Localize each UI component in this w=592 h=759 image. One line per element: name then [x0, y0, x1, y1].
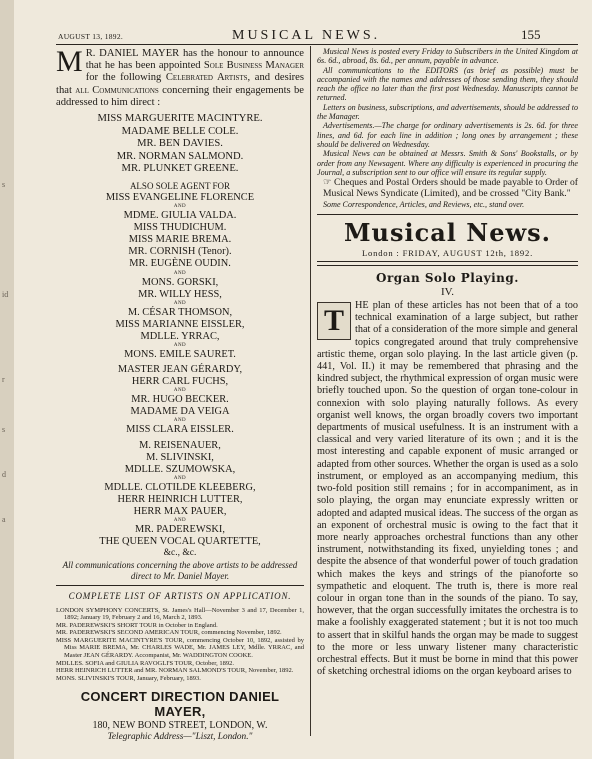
header-title: MUSICAL NEWS.: [232, 28, 381, 43]
article-body: [317, 300, 578, 678]
and-separator: AND: [173, 270, 187, 276]
column-divider: [310, 46, 311, 736]
cheques-notice: ☞ Cheques and Postal Orders should be made payable to Order of Musical News Syndicate (Limited), and be crossed "City Bank.": [323, 177, 578, 199]
artist-name: MR. NORMAN SALMOND.: [116, 150, 244, 162]
artist-list: [56, 113, 304, 559]
artist-name: MDME. GIULIA VALDA.: [123, 210, 237, 222]
article-number: IV.: [441, 286, 454, 299]
artist-name: MR. HUGO BECKER.: [131, 394, 229, 406]
tour-notice: MONS. SLIVINSKI'S TOUR, January, February, 1893.: [56, 674, 201, 682]
artist-name: THE QUEEN VOCAL QUARTETTE,: [99, 536, 261, 548]
artist-name: MISS MARGUERITE MACINTYRE.: [97, 113, 263, 125]
subscription-notice: Musical News is posted every Friday to Subscribers in the United Kingdom at 6s. 6d., abroad, 8s. 6d., per annum, payable in advance.: [317, 47, 578, 66]
advertisements-notice: Advertisements.—The charge for ordinary advertisements is 2s. 6d. for three lines, and 6d. for each line in addition ; long ones by arrangement ; these should be delivered on Wednesday.: [317, 121, 578, 149]
double-rule: [317, 261, 578, 266]
artist-name: MADAME DA VEIGA: [130, 406, 230, 418]
binding-mark: a: [2, 515, 6, 524]
and-separator: AND: [173, 300, 187, 306]
tour-notice: HERR HEINRICH LUTTER and MR. NORMAN SALMOND'S TOUR, November, 1892.: [56, 667, 294, 675]
artist-name: MR. CORNISH (Tenor).: [128, 246, 232, 258]
editorial-column: [317, 47, 578, 678]
binding-mark: s: [2, 180, 6, 189]
artist-name: MDLLE. YRRAC,: [140, 330, 220, 342]
artist-name: MR. EUGÈNE OUDIN.: [129, 258, 231, 270]
article-text: HE plan of these articles has not been that of a too technical examination of a large subject, but rather that of a consideration of the more simple and general topics congregated around that truly comprehensive artistic theme, organ solo playing. In the last article given (p. 441, Vol. II.) it may be remembered that phrasing and the kindred subject, the rhythmical expression of organ music were briefly touched upon. So the question of organ tone-colour in connexion with solo playing naturally follows. As every organist well knows, the organ broadly covers two important departments of musical usefulness. It is an instrument with a classical and very varied literature of its own ; and it is the most interesting and capable exponent of music arranged or adapted from other sources. Whether the organ is used as a solo instrument, or employed as an accompanying medium, this two-fold position still remains ; for in accompaniment, as in solo playing, the organ may enunciate expressly written or adopted and adapted musical ideas. The success of the organ as an exponent of orchestral music is owing to the fact that it more nearly approaches orchestral functions than any other instrument, notwithstanding its fixed, unyielding tones ; and despite the absence of that wonderful power of touch gradation which makes the keys and strings of the pianoforte so sympathetic and eloquent. The truth is, there is more real colour in organ tone than in the sounds of the piano. To say, however, that the organ successfully imitates the orchestra is to make a foolishly exaggerated statement ; but it is not too much to assert that in skilful hands the organ may be made to suggest to the more or less unwary listener many characteristic orchestral effects. But it must be borne in mind that this power of sketching orchestral idioms on the organ keyboard arises to: [317, 300, 578, 678]
drop-cap-m: M: [56, 45, 83, 78]
page-number: 155: [521, 27, 541, 42]
daniel-mayer-advertisement: [56, 45, 305, 743]
page-binding-edge: [0, 0, 14, 759]
artist-name: MISS EVANGELINE FLORENCE: [105, 191, 255, 203]
artist-name: MADAME BELLE COLE.: [121, 125, 239, 137]
section-rule: [317, 214, 578, 215]
artist-name: M. SLIVINSKI,: [146, 451, 214, 463]
artist-name: MR. PADEREWSKI,: [135, 524, 225, 536]
and-separator: AND: [173, 343, 187, 349]
artist-name: MR. BEN DAVIES.: [137, 138, 223, 150]
binding-mark: r: [2, 375, 5, 384]
header-date: AUGUST 13, 1892.: [58, 32, 124, 41]
artist-name: MISS CLARA EISSLER.: [126, 424, 234, 436]
artist-name: HERR HEINRICH LUTTER,: [117, 493, 243, 505]
artist-name: MISS MARIANNE EISSLER,: [115, 318, 245, 330]
artist-name: MONS. EMILE SAURET.: [124, 349, 236, 361]
artist-name: MASTER JEAN GÉRARDY,: [117, 364, 243, 376]
binding-mark: id: [2, 290, 9, 299]
agent-heading: ALSO SOLE AGENT FOR: [129, 180, 231, 191]
and-separator: AND: [173, 475, 187, 481]
binding-mark: s: [2, 425, 6, 434]
drop-cap-t: T: [317, 302, 351, 340]
availability-notice: Musical News can be obtained at Messrs. Smith & Sons' Bookstalls, or by order from any Newsagent. Where any difficulty is experienced in procuring the Journal, a subscription sent to our office will ensure its regular supply.: [317, 149, 578, 177]
artist-name: MISS MARIE BREMA.: [128, 234, 232, 246]
artist-name: MONS. GORSKI,: [141, 276, 219, 288]
telegraphic-address: Telegraphic Address—"Liszt, London.": [107, 732, 253, 743]
artist-name: MR. PLUNKET GREENE.: [121, 163, 239, 175]
correspondence-note: Some Correspondence, Articles, and Reviews, etc., stand over.: [323, 199, 525, 209]
artist-name: MR. WILLY HESS,: [138, 288, 222, 300]
all-communications-note: All communications concerning the above artists to be addressed direct to Mr. Daniel Mayer.: [62, 560, 298, 581]
artist-name: M. CÉSAR THOMSON,: [127, 306, 233, 318]
article-title: Organ Solo Playing.: [376, 271, 519, 286]
advert-intro: M R. DANIEL MAYER has the honour to announce that he has been appointed Sole Business Manager for the following Celebrated Artists, and desires that all Communications concerning their engagements be addressed to him direct :: [56, 45, 305, 108]
artist-name: MDLLE. SZUMOWSKA,: [124, 463, 236, 475]
artist-name: MISS THUDICHUM.: [133, 222, 227, 234]
concert-direction-heading: CONCERT DIRECTION DANIEL MAYER,: [80, 689, 280, 720]
tour-notice: LONDON SYMPHONY CONCERTS, St. James's Hall—November 3 and 17, December 1, 1892; January 19, February 2 and 16, March 2, 1893.: [56, 606, 304, 622]
and-separator: AND: [173, 418, 187, 424]
masthead-dateline: London : FRIDAY, AUGUST 12th, 1892.: [361, 248, 534, 259]
section-rule: [56, 585, 304, 586]
and-separator: AND: [173, 518, 187, 524]
tour-notice: MR. PADEREWSKI'S SECOND AMERICAN TOUR, commencing November, 1892.: [56, 629, 282, 637]
header-rule: [56, 44, 578, 45]
artist-name: HERR MAX PAUER,: [133, 506, 227, 518]
tour-notice: MISS MARGUERITE MACINTYRE'S TOUR, commencing October 10, 1892, assisted by Miss MARIE BREMA, Mr. CHARLES WADE, Mr. JAMES LEY, Mdlle. YRRAC, and Master JEAN GÉRARDY. Accompanist, Mr. WADDINGTON COOKE.: [56, 636, 304, 660]
and-separator: AND: [173, 388, 187, 394]
artist-name: MDLLE. CLOTILDE KLEEBERG,: [104, 481, 256, 493]
tour-notice: MR. PADEREWSKI'S SHORT TOUR in October in England.: [56, 621, 218, 629]
address-line: 180, NEW BOND STREET, LONDON, W.: [92, 720, 268, 732]
artist-name: HERR CARL FUCHS,: [131, 376, 229, 388]
masthead-title: Musical News.: [343, 218, 551, 248]
etc-text: &c., &c.: [163, 548, 197, 559]
editors-notice: All communications to the EDITORS (as brief as possible) must be accompanied with the names and addresses of those sending them, they should reach the office no later than the first post Wednesday. Manuscripts cannot be returned.: [317, 65, 578, 103]
and-separator: AND: [173, 204, 187, 210]
tour-notice: MDLLES. SOFIA and GIULIA RAVOGLI'S TOUR, October, 1892.: [56, 659, 235, 667]
complete-list-heading: COMPLETE LIST OF ARTISTS ON APPLICATION.: [68, 590, 292, 601]
binding-mark: d: [2, 470, 6, 479]
artist-name: M. REISENAUER,: [139, 439, 221, 451]
business-notice: Letters on business, subscriptions, and advertisements, should be addressed to the Manager.: [317, 102, 578, 122]
